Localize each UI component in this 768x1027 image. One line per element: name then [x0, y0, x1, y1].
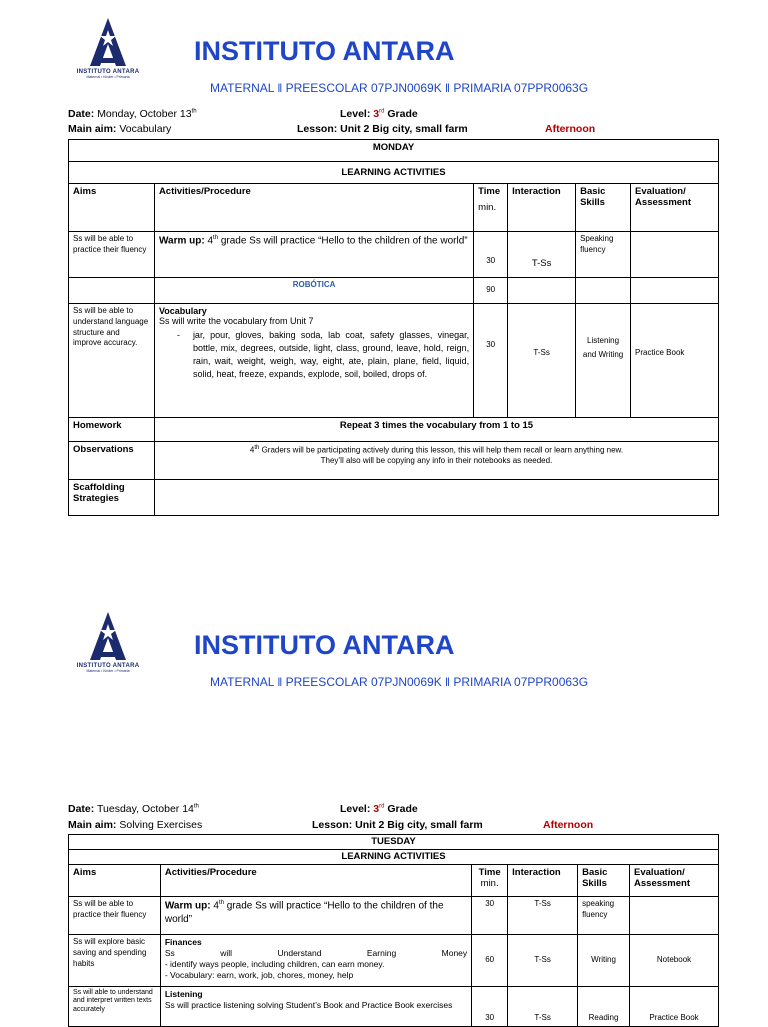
header-evaluation: Evaluation/ Assessment [630, 865, 719, 897]
row-time: 30 [472, 987, 508, 1027]
robotica-time: 90 [474, 278, 508, 304]
row-evaluation [631, 232, 719, 278]
plan1-date: Date: Monday, October 13th [68, 108, 197, 120]
header-time: Time min. [474, 184, 508, 232]
observations-label: Observations [69, 442, 155, 480]
scaffolding-row [69, 480, 719, 516]
row-aim: Ss will be able to practice their fluency [69, 897, 161, 935]
homework-row [69, 418, 719, 442]
header-interaction: Interaction [508, 865, 578, 897]
row-time: 30 [474, 232, 508, 278]
observations-row [69, 442, 719, 480]
row-interaction: T-Ss [508, 897, 578, 935]
scaffolding-label: Scaffolding Strategies [69, 480, 155, 516]
row-evaluation: Notebook [630, 935, 719, 987]
plan2-main-aim: Main aim: Solving Exercises [68, 819, 203, 831]
row-interaction: T-Ss [508, 304, 576, 418]
table-row [69, 897, 719, 935]
plan2-table [68, 834, 719, 1027]
header-activities: Activities/Procedure [160, 865, 471, 897]
row-interaction: T-Ss [508, 232, 576, 278]
logo-a-icon [66, 610, 150, 662]
page-title: INSTITUTO ANTARA [194, 36, 455, 66]
logo-text: INSTITUTO ANTARA [76, 69, 140, 75]
page-subtitle: MATERNAL ‖ PREESCOLAR 07PJN0069K ‖ PRIMARIA 07PPR0063G [210, 81, 589, 95]
row-aim: Ss will able to understand and interpret written texts accurately [69, 987, 161, 1027]
activity-title: Finances [164, 937, 202, 947]
activity-title: Listening [164, 989, 203, 999]
row-skills: Reading [578, 987, 630, 1027]
table-row [69, 278, 719, 304]
row-aim: Ss will explore basic saving and spending habits [69, 935, 161, 987]
row-aim: Ss will be able to understand language structure and improve accuracy. [69, 304, 155, 418]
row-activity: Warm up: 4th grade Ss will practice “Hello to the children of the world” [160, 897, 471, 935]
header-aims: Aims [69, 184, 155, 232]
logo-a-icon [66, 16, 150, 68]
plan1-level: Level: 3rd Grade [340, 108, 418, 120]
header-skills: Basic Skills [576, 184, 631, 232]
page-title: INSTITUTO ANTARA [194, 630, 455, 660]
row-skills: Writing [578, 935, 630, 987]
header-evaluation: Evaluation/ Assessment [631, 184, 719, 232]
row-interaction: T-Ss [508, 987, 578, 1027]
school-logo [66, 610, 150, 673]
logo-text: INSTITUTO ANTARA [76, 663, 140, 669]
page-subtitle: MATERNAL ‖ PREESCOLAR 07PJN0069K ‖ PRIMARIA 07PPR0063G [210, 675, 589, 689]
header-interaction: Interaction [508, 184, 576, 232]
row-activity [154, 304, 473, 418]
row-skills: Speaking fluency [576, 232, 631, 278]
plan2-lesson: Lesson: Unit 2 Big city, small farm [312, 819, 483, 831]
logo-subtext: Maternal • Kinder • Primaria [86, 75, 130, 79]
plan1-lesson: Lesson: Unit 2 Big city, small farm [297, 123, 468, 135]
vocabulary-list: - jar, pour, gloves, baking soda, lab coat, safety glasses, vinegar, bottle, mix, degrees, outside, light, class, ground, leave, hold, reign, rain, wait, weight, weigh, way, eight, ate, plain, plane, field, liquid, solid, heat, freeze, expands, explode, soil, boiled, drops of. [193, 329, 469, 381]
table-row [69, 987, 719, 1027]
plan2-shift: Afternoon [543, 819, 594, 831]
header-skills: Basic Skills [578, 865, 630, 897]
row-evaluation: Practice Book [630, 987, 719, 1027]
row-activity: Finances Ss will Understand Earning Money - identify ways people, including children, can earn money. - Vocabulary: earn, work, job, chores, money, help [160, 935, 471, 987]
row-aim: Ss will be able to practice their fluency [69, 232, 155, 278]
row-time: 30 [474, 304, 508, 418]
header-aims: Aims [69, 865, 161, 897]
robotica-label: ROBÓTICA [154, 278, 473, 304]
row-skills: Listening and Writing [576, 304, 631, 418]
row-skills: speaking fluency [578, 897, 630, 935]
row-aim [69, 278, 155, 304]
row-evaluation: Practice Book [631, 304, 719, 418]
school-logo [66, 16, 150, 79]
table-row [69, 935, 719, 987]
plan1-activities-title: LEARNING ACTIVITIES [69, 162, 719, 184]
plan1-table [68, 139, 719, 516]
plan1-main-aim: Main aim: Vocabulary [68, 123, 172, 135]
plan2-level: Level: 3rd Grade [340, 803, 418, 815]
table-row [69, 304, 719, 418]
header-activities: Activities/Procedure [154, 184, 473, 232]
observations-text: 4th Graders will be participating actively during this lesson, this will help them recall or learn anything new. They’ll also will be copying any info in their notebooks as needed. [154, 442, 718, 480]
plan2-day: TUESDAY [69, 835, 719, 850]
row-time: 60 [472, 935, 508, 987]
homework-text: Repeat 3 times the vocabulary from 1 to 15 [154, 418, 718, 442]
plan2-activities-title: LEARNING ACTIVITIES [69, 850, 719, 865]
activity-title: Vocabulary [158, 306, 207, 316]
homework-label: Homework [69, 418, 155, 442]
plan2-date: Date: Tuesday, October 14th [68, 803, 199, 815]
row-time: 30 [472, 897, 508, 935]
activity-intro: Ss will write the vocabulary from Unit 7 [158, 316, 314, 326]
plan1-shift: Afternoon [545, 123, 596, 135]
table-row [69, 232, 719, 278]
header-time: Time min. [472, 865, 508, 897]
plan1-day: MONDAY [69, 140, 719, 162]
row-activity: Listening Ss will practice listening solving Student’s Book and Practice Book exercises [160, 987, 471, 1027]
logo-subtext: Maternal • Kinder • Primaria [86, 669, 130, 673]
row-interaction: T-Ss [508, 935, 578, 987]
row-activity: Warm up: 4th grade Ss will practice “Hello to the children of the world” [154, 232, 473, 278]
